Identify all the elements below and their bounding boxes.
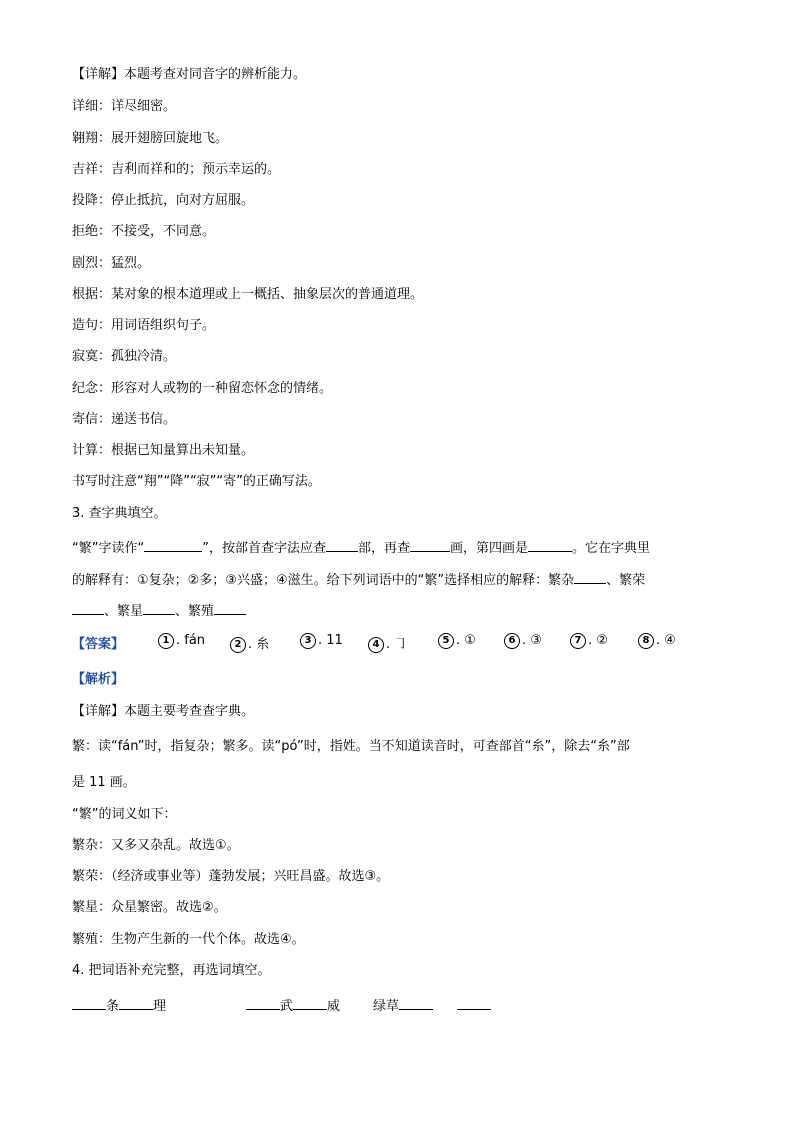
- meaning-line: 繁星：众星繁密。故选②。: [72, 900, 227, 915]
- answer-blank: [293, 995, 327, 1010]
- definition-line: 详细：详尽细密。: [72, 99, 177, 114]
- answer-blank: [528, 537, 572, 552]
- definition-line: 拒绝：不接受，不同意。: [72, 224, 216, 239]
- meaning-line: 繁杂：又多又杂乱。故选①。: [72, 838, 240, 853]
- meaning-line: 繁殖：生物产生新的一代个体。故选④。: [72, 932, 305, 947]
- question-4-title: 4. 把词语补充完整，再选词填空。: [72, 963, 271, 978]
- answer-item: 8 . ④: [638, 633, 676, 649]
- answer-blank: [457, 995, 491, 1010]
- detail-heading: 【详解】本题考查对同音字的辨析能力。: [72, 67, 307, 82]
- answer-item: 6 . ③: [504, 633, 542, 649]
- answer-item: 4 . ㇆: [368, 633, 407, 653]
- fill-group-1: 条 理: [72, 995, 166, 1016]
- analysis-label: 【解析】: [72, 672, 125, 687]
- explanation-line: 是 11 画。: [72, 775, 136, 790]
- answer-blank: [72, 995, 106, 1010]
- definition-line: 寂寞：孤独冷清。: [72, 349, 177, 364]
- answer-blank: [410, 537, 450, 552]
- answer-item: 5 . ①: [438, 633, 476, 649]
- explanation-line: 繁：读“fán”时，指复杂；繁多。读“pó”时，指姓。当不知道读音时，可查部首“糸”，除去“糸”部: [72, 739, 630, 754]
- definition-line: 投降：停止抵抗，向对方屈服。: [72, 193, 255, 208]
- definition-line: 翱翔：展开翅膀回旋地飞。: [72, 131, 229, 146]
- meaning-line: 繁荣：（经济或事业等）蓬勃发展；兴旺昌盛。故选③。: [72, 869, 390, 884]
- definition-line: 剧烈：猛烈。: [72, 256, 151, 271]
- detail-heading: 【详解】本题主要考查查字典。: [72, 704, 255, 719]
- definition-line: 造句：用词语组织句子。: [72, 318, 216, 333]
- answer-item: 7 . ②: [570, 633, 608, 649]
- definition-line: 纪念：形容对人或物的一种留恋怀念的情绪。: [72, 381, 333, 396]
- answer-blank: [72, 600, 104, 615]
- definition-line: 吉祥：吉利而祥和的；预示幸运的。: [72, 162, 281, 177]
- question-3-line-3: 、繁星 、繁殖: [72, 600, 246, 621]
- definition-line: 寄信：递送书信。: [72, 412, 177, 427]
- answer-blank: [326, 537, 358, 552]
- fill-group-2: 武 威: [246, 995, 340, 1016]
- fill-group-4: [457, 995, 491, 1016]
- answer-blank: [574, 569, 606, 584]
- answer-blank: [119, 995, 153, 1010]
- definition-line: 计算：根据已知量算出未知量。: [72, 443, 255, 458]
- writing-note: 书写时注意“翔”“降”“寂”“寄”的正确写法。: [72, 474, 321, 489]
- answer-blank: [246, 995, 280, 1010]
- question-3-line-1: “繁”字读作“ ”，按部首查字法应查 部，再查 画，第四画是 。它在字典里: [72, 537, 650, 558]
- answer-item: 3 . 11: [300, 633, 343, 649]
- answer-item: 1 . fán: [158, 633, 205, 649]
- answer-blank: [144, 537, 202, 552]
- answer-item: 2 . 糸: [230, 633, 269, 653]
- answer-blank: [214, 600, 246, 615]
- question-3-line-2: 的解释有：①复杂；②多；③兴盛；④滋生。给下列词语中的“繁”选择相应的解释：繁杂 、繁荣: [72, 569, 645, 590]
- fill-group-3: 绿草: [373, 995, 433, 1016]
- answer-label: 【答案】: [72, 637, 125, 652]
- meaning-heading: “繁”的词义如下：: [72, 807, 177, 822]
- answer-blank: [399, 995, 433, 1010]
- question-3-title: 3. 查字典填空。: [72, 506, 167, 521]
- definition-line: 根据：某对象的根本道理或上一概括、抽象层次的普通道理。: [72, 287, 424, 302]
- answer-blank: [143, 600, 175, 615]
